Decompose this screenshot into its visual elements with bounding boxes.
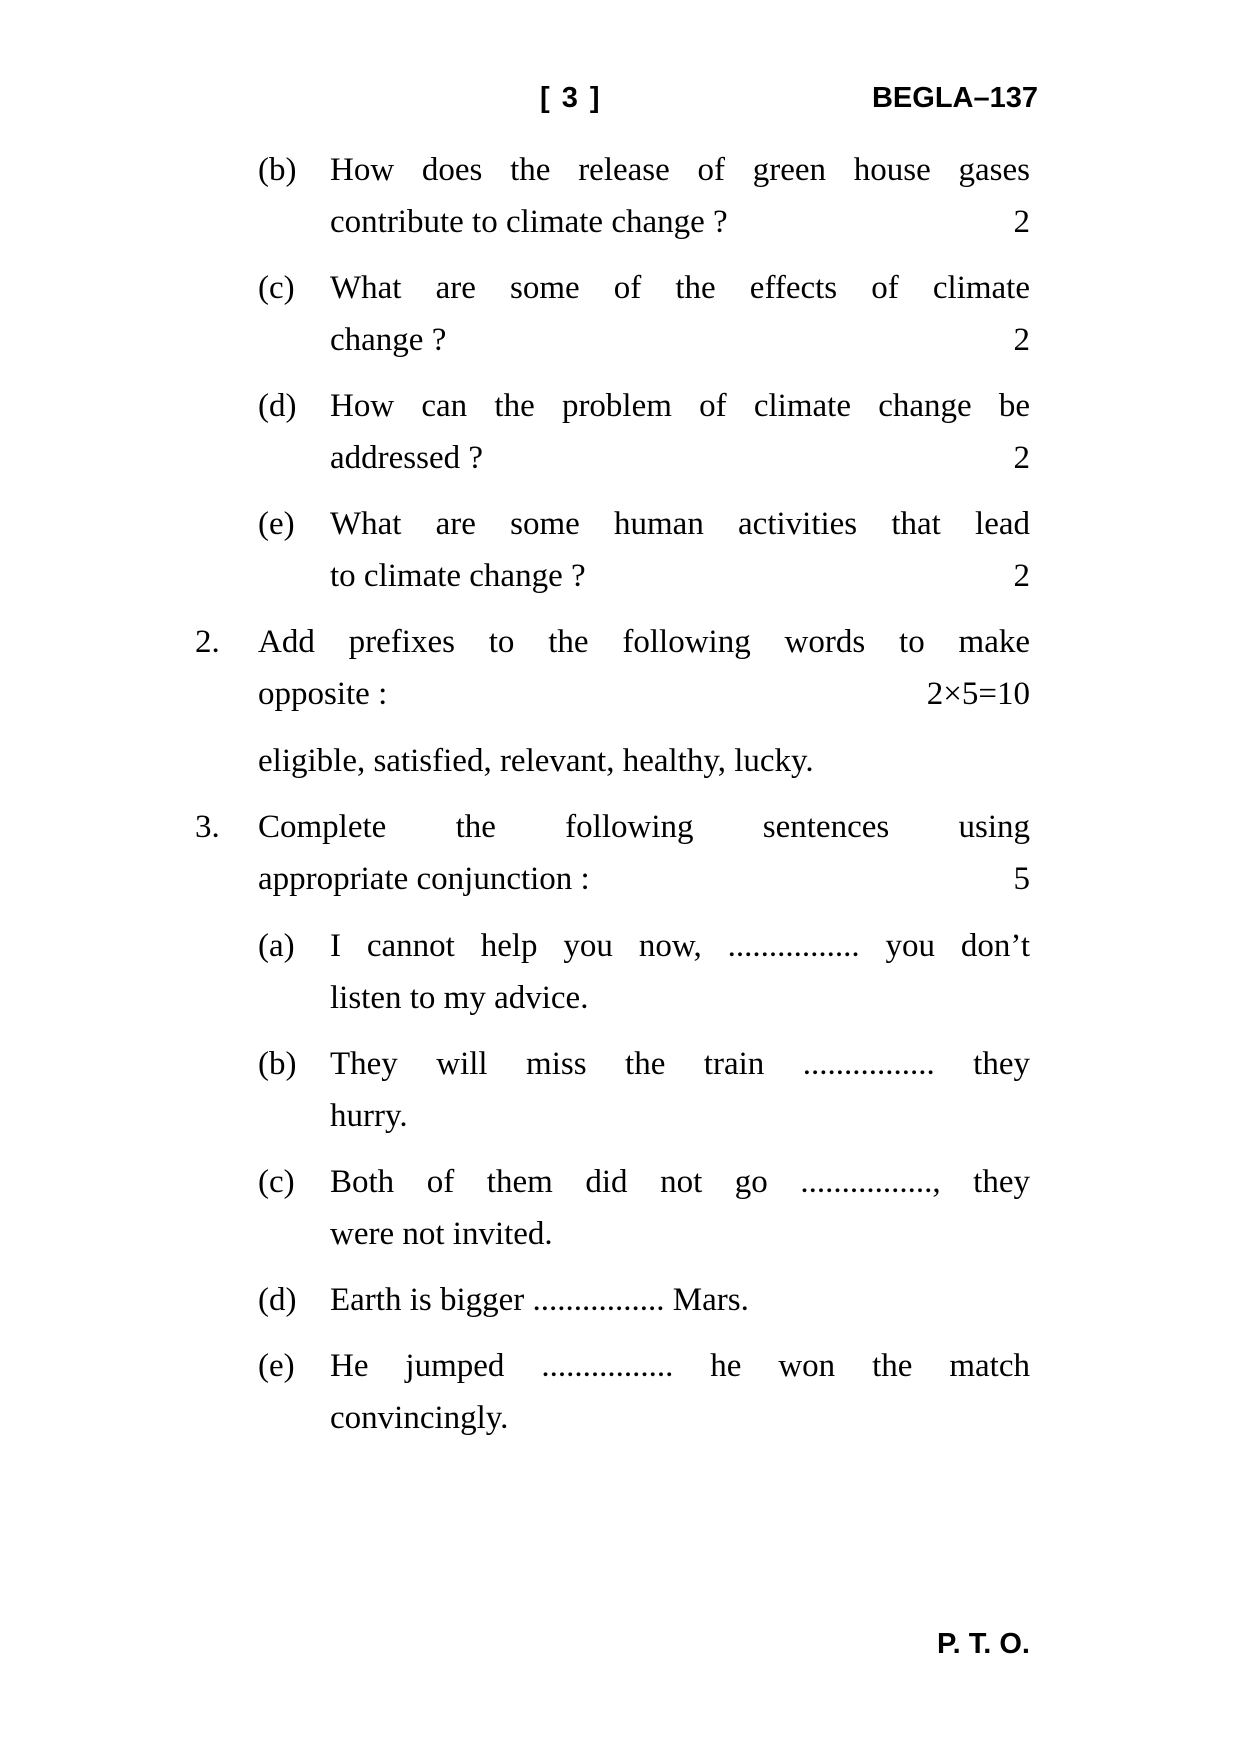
item-line-1: They will miss the train ................ they [330, 1046, 1030, 1082]
item-label: (d) [258, 1282, 297, 1318]
item-label: (d) [258, 388, 297, 424]
item-line-text: listen to my advice. [330, 980, 589, 1016]
question-line-1: Add prefixes to the following words to make [258, 624, 1030, 660]
paper-code: BEGLA–137 [871, 82, 1038, 114]
item-line-text: convincingly. [330, 1400, 509, 1436]
question-3-item-c [258, 1156, 1030, 1260]
question-line-2 [258, 668, 1030, 720]
question-2 [195, 616, 1030, 787]
question-1-item-c [258, 262, 1030, 366]
marks-value: 2×5=10 [926, 676, 1030, 712]
item-line-1 [330, 1274, 1030, 1326]
question-1-item-d [258, 380, 1030, 484]
item-label: (b) [258, 1046, 297, 1082]
item-line-1: What are some of the effects of climate [330, 270, 1030, 306]
question-line-1: Complete the following sentences using [258, 809, 1030, 845]
marks-value: 2 [1013, 440, 1030, 476]
marks-value: 5 [1013, 861, 1030, 897]
item-line-2 [330, 1208, 1030, 1260]
question-1-subitems [195, 144, 1030, 602]
question-3-item-e [258, 1340, 1030, 1444]
question-body [258, 801, 1030, 1458]
item-body [330, 262, 1030, 366]
item-line-text: Earth is bigger ................ Mars. [330, 1282, 749, 1318]
word-list: eligible, satisfied, relevant, healthy, lucky. [258, 743, 814, 779]
question-line-text: opposite : [258, 676, 388, 712]
item-label: (c) [258, 1164, 295, 1200]
item-line-text: change ? [330, 322, 447, 358]
question-3-item-a [258, 920, 1030, 1024]
item-line-text: were not invited. [330, 1216, 553, 1252]
item-line-text: to climate change ? [330, 558, 586, 594]
item-line-text: contribute to climate change ? [330, 204, 728, 240]
item-label: (c) [258, 270, 295, 306]
item-label: (e) [258, 1348, 295, 1384]
item-body [330, 1340, 1030, 1444]
item-line-1: How does the release of green house gases [330, 152, 1030, 188]
marks-value: 2 [1013, 204, 1030, 240]
pto-label: P. T. O. [937, 1628, 1030, 1660]
item-body [330, 144, 1030, 248]
question-line-2 [258, 853, 1030, 905]
question-3-subitems [258, 920, 1030, 1444]
question-body [258, 616, 1030, 787]
question-1-item-e [258, 498, 1030, 602]
item-line-text: addressed ? [330, 440, 484, 476]
item-line-1: What are some human activities that lead [330, 506, 1030, 542]
question-3-item-d [258, 1274, 1030, 1326]
item-line-2 [330, 550, 1030, 602]
item-line-2 [330, 1090, 1030, 1142]
item-line-2 [330, 1392, 1030, 1444]
item-body [330, 1038, 1030, 1142]
item-line-2 [330, 972, 1030, 1024]
item-line-text: hurry. [330, 1098, 408, 1134]
item-line-2 [330, 432, 1030, 484]
item-line-2 [330, 314, 1030, 366]
item-line-2 [330, 196, 1030, 248]
question-number: 3. [195, 809, 220, 845]
question-line-text: appropriate conjunction : [258, 861, 590, 897]
item-body [330, 920, 1030, 1024]
item-label: (a) [258, 928, 295, 964]
item-line-1: How can the problem of climate change be [330, 388, 1030, 424]
item-body [330, 1156, 1030, 1260]
question-content [195, 144, 1030, 1458]
item-label: (b) [258, 152, 297, 188]
item-label: (e) [258, 506, 295, 542]
item-body [330, 498, 1030, 602]
page-header [195, 80, 1038, 122]
marks-value: 2 [1013, 322, 1030, 358]
marks-value: 2 [1013, 558, 1030, 594]
page-footer [937, 1628, 1030, 1661]
item-line-1: He jumped ................ he won the match [330, 1348, 1030, 1384]
question-3 [195, 801, 1030, 1458]
question-1-item-b [258, 144, 1030, 248]
item-line-1: Both of them did not go ................, they [330, 1164, 1030, 1200]
item-body [330, 1274, 1030, 1326]
page-number: [ 3 ] [540, 82, 602, 114]
item-body [330, 380, 1030, 484]
question-number: 2. [195, 624, 220, 660]
item-line-1: I cannot help you now, ................ you don’t [330, 928, 1030, 964]
question-3-item-b [258, 1038, 1030, 1142]
